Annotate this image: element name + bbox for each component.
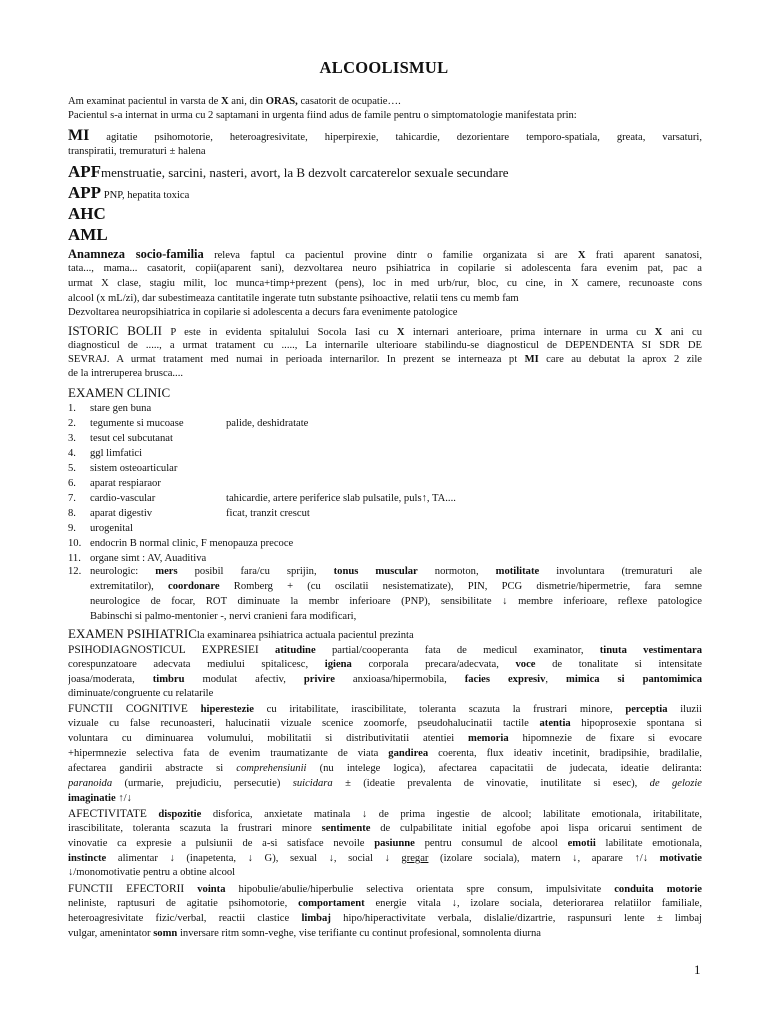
clinic-item [68, 537, 294, 551]
psihodiagnostic-line-4: diminuate/congruente cu relatarile [68, 688, 214, 699]
app-label: APP [68, 183, 102, 202]
clinic-item-label: cardio-vascular [90, 493, 156, 504]
anamneza-line-4: alcool (x mL/zi), dar subestimeaza cantitatile ingerate tutn substante psihoactive, relatii tens cu memb fam [68, 293, 519, 304]
psihodiagnostic-line-2: corespunzatoare adecvata mediului spitalicesc, igiena corporala precara/adecvata, voce de tonalitate si intensitate [68, 659, 702, 670]
anamneza-line-2: tata..., mama... casatorit, copii(aparent sani), dezvoltarea neuro psihiatrica in copilarie si adolescenta fara evenim pat, pac a [68, 263, 702, 274]
clinic-item-number: 2. [68, 418, 76, 429]
clinic-item-number: 7. [68, 493, 76, 504]
aml-line [68, 225, 702, 245]
clinic-item-number: 8. [68, 508, 76, 519]
clinic-item-value: palide, deshidratate [226, 418, 309, 429]
mi-label: MI [68, 127, 90, 144]
anamneza-label: Anamneza socio-familia [68, 247, 204, 261]
istoric-label: ISTORIC BOLII [68, 323, 162, 338]
aml-label: AML [68, 225, 108, 244]
cognitive-line-5: afectarea gandirii abstracte si comprehensiunii (nu intelege logica), afectarea capacitatii de judecata, ideatie deliranta: [68, 763, 702, 774]
clinic-item-label: tesut cel subcutanat [90, 433, 173, 444]
clinic-item [68, 462, 178, 476]
clinic-item-label: stare gen buna [90, 403, 152, 414]
neurologic-line-1: 12. neurologic: mers posibil fara/cu sprijin, tonus muscular normoton, motilitate involuntara (tremuraturi ale [68, 566, 702, 577]
clinic-item-label: urogenital [90, 523, 133, 534]
mi-line-2: transpiratii, tremuraturi ± halena [68, 146, 206, 157]
clinic-item-label: aparat respiaraor [90, 478, 161, 489]
clinic-item-number: 6. [68, 478, 76, 489]
anamneza-line-1: Anamneza socio-familia releva faptul ca pacientul provine dintr o familie organizata si are X frati aparent sanatosi, [68, 247, 702, 261]
afectivitate-line-4: instincte alimentar ↓ (inapetenta, ↓ G), sexual ↓, social ↓ gregar (izolare sociala), matern ↓, aparare ↑/↓ motivatie [68, 853, 702, 864]
psihodiagnostic-line-1: PSIHODIAGNOSTICUL EXPRESIEI atitudine partial/cooperanta fata de medicul examinator, tinuta vestimentara [68, 644, 702, 656]
ahc-label: AHC [68, 204, 106, 223]
afectivitate-line-3: vinovatie ca expresie a pulsiunii de a-si satisface nevoile pasiunne pentru consumul de alcool emotii labilitate emotionala, [68, 838, 702, 849]
clinic-item-number: 1. [68, 403, 76, 414]
efectorii-line-2: neliniste, raptusuri de agitatie psihomotorie, comportament energie vitala ↓, izolare sociala, deteriorarea relatiilor familiale, [68, 898, 702, 909]
clinic-item [68, 417, 309, 431]
clinic-item-value: tahicardie, artere periferice slab pulsatile, puls↑, TA.... [226, 493, 456, 504]
neurologic-line-2: extremitatilor), coordonare Romberg + (cu oscilatii nesistematizate), PIN, PCG dismetrie/hipermetrie, fara semne [90, 581, 702, 592]
efectorii-line-1: FUNCTII EFECTORII vointa hipobulie/abulie/hiperbulie selectiva orientata spre consum, impulsivitate conduita motorie [68, 883, 702, 895]
neurologic-line-4: Babinschi si palmo-mentonier -, nervi cranieni fara modificari, [90, 611, 357, 622]
cognitive-line-7: imaginatie ↑/↓ [68, 793, 132, 804]
clinic-item-label: organe simt : AV, Auaditiva [90, 553, 207, 564]
istoric-line-4: de la intreruperea brusca.... [68, 368, 184, 379]
cognitive-line-1: FUNCTII COGNITIVE hiperestezie cu iritabilitate, irascibilitate, toleranta scazuta la frustrari minore, perceptia iluzii [68, 703, 702, 715]
cognitive-label: FUNCTII COGNITIVE [68, 703, 188, 715]
clinic-item-number: 9. [68, 523, 76, 534]
clinic-item-label: aparat digestiv [90, 508, 153, 519]
page-number: 1 [694, 962, 701, 977]
istoric-line-3: SEVRAJ. A urmat tratament med numai in perioada internarilor. In prezent se interneaza pt MI care au debutat la aprox 2 zile [68, 354, 702, 365]
efectorii-line-3: heteroagresivitate fizic/verbal, reactii clastice limbaj hipo/hiperactivitate verbala, dislalie/dizartrie, raspunsuri lente ± limbaj [68, 913, 702, 924]
psihodiagnostic-label: PSIHODIAGNOSTICUL EXPRESIEI [68, 644, 259, 656]
anamneza-line-5: Dezvoltarea neuropsihiatrica in copilarie si adolescenta a decurs fara evenimente patologice [68, 307, 458, 318]
efectorii-label: FUNCTII EFECTORII [68, 883, 185, 895]
afectivitate-label: AFECTIVITATE [68, 808, 147, 820]
examen-psihiatric-heading: EXAMEN PSIHIATRICla examinarea psihiatrica actuala pacientul prezinta [68, 626, 414, 641]
clinic-item-label: endocrin B normal clinic, F menopauza precoce [90, 538, 294, 549]
clinic-item-number: 4. [68, 448, 76, 459]
examen-clinic-heading: EXAMEN CLINIC [68, 385, 171, 400]
app-line: APP PNP, hepatita toxica [68, 183, 190, 202]
clinic-item [68, 522, 133, 536]
clinic-item-label: tegumente si mucoase [90, 418, 184, 429]
clinic-item [68, 507, 310, 521]
afectivitate-line-1: AFECTIVITATE dispozitie disforica, anxietate matinala ↓ de prima ingestie de alcool; labilitate emotionala, iritabilitate, [68, 808, 702, 820]
intro-line-1: Am examinat pacientul in varsta de X ani, din ORAS, casatorit de ocupatie…. [68, 96, 401, 107]
cognitive-line-3: voluntara cu diminuarea volumului, mobilitatii si distributivitatii atentiei memoria hipomnezie de fixare si evocare [68, 733, 702, 744]
clinic-item [68, 447, 143, 461]
cognitive-line-2: vizuale cu false recunoasteri, halucinatii vizuale scenice zoomorfe, pseudohalucinatii tactile atentia hipoprosexie spontana si [68, 718, 702, 729]
clinic-item [68, 552, 207, 566]
afectivitate-line-2: irascibilitate, toleranta scazuta la frustrari minore sentimente de culpabilitate initial egofobe apoi lispa oricarui sentiment de [68, 823, 702, 834]
psihodiagnostic-line-3: joasa/moderata, timbru modulat afectiv, privire anxioasa/hipermobila, facies expresiv, mimica si pantomimica [68, 674, 702, 685]
neurologic-line-3: neurologice de focar, ROT diminuate la membr inferioare (PNP), sensibilitate ↓ membre inferioare, reflexe patologice [90, 596, 702, 607]
clinic-item-number: 11. [68, 553, 81, 564]
clinic-item-value: ficat, tranzit crescut [226, 508, 310, 519]
cognitive-line-4: +hipermnezie selectiva fata de evenim traumatizante de viata gandirea coerenta, flux ideativ incetinit, bradipsihie, bradilalie, [68, 748, 702, 759]
clinic-item-number: 5. [68, 463, 76, 474]
clinic-item [68, 477, 161, 491]
anamneza-line-3: urmat X clase, stagiu milit, loc munca+timp+prezent (pens), loc in med urb/rur, bloc, cu cine, in X camere, recunoaste cons [68, 278, 702, 289]
efectorii-line-4: vulgar, amenintator somn inversare ritm somn-veghe, vise terifiante cu continut profesional, somnolenta diurna [68, 928, 541, 939]
clinic-item-label: ggl limfatici [90, 448, 143, 459]
clinic-item-label: sistem osteoarticular [90, 463, 178, 474]
cognitive-line-6: paranoida (urmarie, prejudiciu, persecutie) suicidara ± (ideatie prevalenta de vinovatie, inutilitate si esec), de gelozie [68, 778, 702, 789]
mi-line-1: MI agitatie psihomotorie, heteroagresivitate, hiperpirexie, tahicardie, dezorientare temporo-spatiala, greata, varsaturi, [68, 127, 702, 144]
clinic-item [68, 492, 456, 506]
clinic-item-number: 10. [68, 538, 82, 549]
clinic-item [68, 432, 173, 446]
page-title: ALCOOLISMUL [319, 58, 449, 77]
istoric-line-2: diagnosticul de ....., a urmat tratament cu ....., La internarile ulterioare stabilindu-se diagnosticul de DEPENDENTA SI SDR DE [68, 340, 702, 351]
istoric-line-1: ISTORIC BOLII P este in evidenta spitalului Socola Iasi cu X internari anterioare, prima internare in urma cu X ani cu [68, 323, 702, 338]
afectivitate-line-5: ↓/monomotivatie pentru a obtine alcool [68, 867, 236, 878]
intro-line-2: Pacientul s-a internat in urma cu 2 saptamani in urgenta fiind adus de famile pentru o simptomatologie manifestata prin: [68, 110, 577, 121]
clinic-item-number: 3. [68, 433, 76, 444]
apf-line: APFmenstruatie, sarcini, nasteri, avort, la B dezvolt carcaterelor sexuale secundare [68, 162, 509, 181]
apf-label: APF [68, 162, 102, 181]
clinic-item [68, 402, 152, 416]
ahc-line [68, 204, 702, 224]
